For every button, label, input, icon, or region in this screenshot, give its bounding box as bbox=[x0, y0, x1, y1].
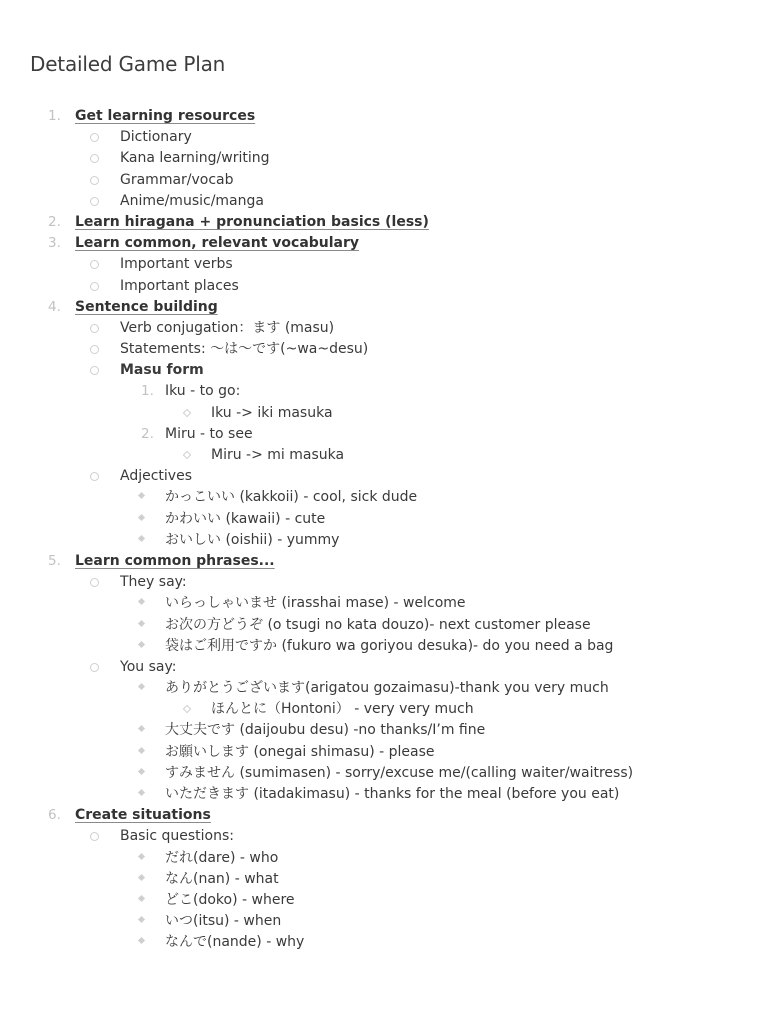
sub-sub-bullet-item bbox=[0, 445, 768, 466]
bullet-item bbox=[0, 826, 768, 847]
item-text: Dictionary bbox=[120, 129, 192, 146]
bullet-item bbox=[0, 170, 768, 191]
item-text: Grammar/vocab bbox=[120, 171, 234, 188]
item-text: いただきます (itadakimasu) - thanks for the meal (before you eat) bbox=[165, 786, 620, 802]
hollow-diamond-bullet-icon bbox=[183, 451, 191, 459]
diamond-bullet-icon bbox=[138, 916, 145, 923]
bullet-item bbox=[0, 191, 768, 212]
item-text: おいしい (oishii) - yummy bbox=[165, 531, 340, 548]
item-text: Masu form bbox=[120, 362, 204, 379]
item-text: お願いします (onegai shimasu) - please bbox=[165, 743, 435, 760]
number-marker: 6. bbox=[48, 807, 61, 824]
item-text: ありがとうございます(arigatou gozaimasu)-thank you very much bbox=[165, 680, 609, 697]
item-text: You say: bbox=[120, 658, 177, 675]
item-text: Basic questions: bbox=[120, 828, 235, 845]
number-marker: 2. bbox=[141, 425, 154, 442]
diamond-bullet-icon bbox=[138, 725, 145, 732]
diamond-bullet-icon bbox=[138, 619, 145, 626]
sub-bullet-item bbox=[0, 487, 768, 508]
number-marker: 1. bbox=[48, 108, 61, 124]
numbered-item bbox=[0, 297, 768, 318]
sub-bullet-item bbox=[0, 615, 768, 636]
circle-bullet-icon bbox=[90, 832, 99, 841]
numbered-item bbox=[0, 106, 768, 127]
circle-bullet-icon bbox=[90, 282, 99, 291]
circle-bullet-icon bbox=[90, 345, 99, 354]
item-text: だれ(dare) - who bbox=[165, 849, 279, 866]
sub-bullet-item bbox=[0, 742, 768, 763]
diamond-bullet-icon bbox=[138, 535, 145, 542]
sub-sub-bullet-item bbox=[0, 403, 768, 424]
item-text: Iku -> iki masuka bbox=[211, 404, 333, 421]
circle-bullet-icon bbox=[90, 663, 99, 672]
bullet-item bbox=[0, 466, 768, 487]
item-text: Learn common phrases... bbox=[75, 552, 275, 569]
diamond-bullet-icon bbox=[138, 853, 145, 860]
item-text: どこ(doko) - where bbox=[165, 891, 295, 908]
sub-bullet-item bbox=[0, 932, 768, 953]
sub-bullet-item bbox=[0, 509, 768, 530]
sub-bullet-item bbox=[0, 763, 768, 784]
document-outline bbox=[0, 106, 768, 954]
item-text: Anime/music/manga bbox=[120, 192, 264, 209]
circle-bullet-icon bbox=[90, 197, 99, 206]
item-text: Get learning resources bbox=[75, 108, 256, 124]
bullet-item bbox=[0, 276, 768, 297]
diamond-bullet-icon bbox=[138, 768, 145, 775]
sub-numbered-item bbox=[0, 381, 768, 402]
item-text: Learn common, relevant vocabulary bbox=[75, 235, 360, 252]
hollow-diamond-bullet-icon bbox=[183, 408, 191, 416]
bullet-item bbox=[0, 339, 768, 360]
numbered-item bbox=[0, 212, 768, 233]
item-text: 袋はご利用ですか (fukuro wa goriyou desuka)- do you need a bag bbox=[165, 637, 614, 654]
bullet-item bbox=[0, 360, 768, 381]
circle-bullet-icon bbox=[90, 578, 99, 587]
bullet-item bbox=[0, 657, 768, 678]
circle-bullet-icon bbox=[90, 324, 99, 333]
circle-bullet-icon bbox=[90, 260, 99, 269]
sub-bullet-item bbox=[0, 890, 768, 911]
bullet-item bbox=[0, 254, 768, 275]
diamond-bullet-icon bbox=[138, 937, 145, 944]
item-text: なんで(nande) - why bbox=[165, 934, 305, 951]
sub-bullet-item bbox=[0, 593, 768, 614]
hollow-diamond-bullet-icon bbox=[183, 705, 191, 713]
item-text: Adjectives bbox=[120, 468, 192, 485]
item-text: Miru - to see bbox=[165, 425, 253, 442]
diamond-bullet-icon bbox=[138, 747, 145, 754]
item-text: Learn hiragana + pronunciation basics (less) bbox=[75, 213, 429, 230]
diamond-bullet-icon bbox=[138, 514, 145, 521]
item-text: They say: bbox=[120, 574, 187, 591]
item-text: お次の方どうぞ (o tsugi no kata douzo)- next customer please bbox=[165, 616, 591, 633]
item-text: 大丈夫です (daijoubu desu) -no thanks/I’m fine bbox=[165, 722, 486, 739]
bullet-item bbox=[0, 127, 768, 148]
item-text: Kana learning/writing bbox=[120, 150, 270, 167]
diamond-bullet-icon bbox=[138, 895, 145, 902]
item-text: かっこいい (kakkoii) - cool, sick dude bbox=[165, 489, 418, 506]
number-marker: 5. bbox=[48, 552, 61, 569]
bullet-item bbox=[0, 572, 768, 593]
item-text: Iku - to go: bbox=[165, 383, 241, 400]
number-marker: 2. bbox=[48, 213, 61, 230]
diamond-bullet-icon bbox=[138, 641, 145, 648]
numbered-item bbox=[0, 233, 768, 254]
sub-bullet-item bbox=[0, 530, 768, 551]
item-text: Verb conjugation：ます (masu) bbox=[120, 319, 335, 336]
sub-bullet-item bbox=[0, 848, 768, 869]
number-marker: 1. bbox=[141, 383, 154, 400]
sub-numbered-item bbox=[0, 424, 768, 445]
item-text: ほんとに（Hontoni） - very very much bbox=[211, 701, 474, 718]
sub-bullet-item bbox=[0, 678, 768, 699]
sub-sub-bullet-item bbox=[0, 699, 768, 720]
circle-bullet-icon bbox=[90, 366, 99, 375]
circle-bullet-icon bbox=[90, 472, 99, 481]
diamond-bullet-icon bbox=[138, 492, 145, 499]
item-text: Important places bbox=[120, 277, 239, 294]
number-marker: 4. bbox=[48, 298, 61, 315]
sub-bullet-item bbox=[0, 784, 768, 805]
diamond-bullet-icon bbox=[138, 874, 145, 881]
diamond-bullet-icon bbox=[138, 683, 145, 690]
numbered-item bbox=[0, 551, 768, 572]
diamond-bullet-icon bbox=[138, 598, 145, 605]
item-text: Important verbs bbox=[120, 256, 233, 273]
item-text: Sentence building bbox=[75, 298, 218, 315]
circle-bullet-icon bbox=[90, 133, 99, 142]
number-marker: 3. bbox=[48, 235, 61, 252]
diamond-bullet-icon bbox=[138, 789, 145, 796]
circle-bullet-icon bbox=[90, 176, 99, 185]
item-text: なん(nan) - what bbox=[165, 870, 279, 887]
bullet-item bbox=[0, 148, 768, 169]
page-title: Detailed Game Plan bbox=[30, 52, 226, 76]
item-text: Miru -> mi masuka bbox=[211, 447, 345, 463]
item-text: いつ(itsu) - when bbox=[165, 913, 282, 930]
sub-bullet-item bbox=[0, 636, 768, 657]
sub-bullet-item bbox=[0, 869, 768, 890]
item-text: いらっしゃいませ (irasshai mase) - welcome bbox=[165, 595, 466, 612]
item-text: Create situations bbox=[75, 807, 211, 824]
sub-bullet-item bbox=[0, 720, 768, 741]
sub-bullet-item bbox=[0, 911, 768, 932]
item-text: Statements: 〜は〜です(~wa~desu) bbox=[120, 341, 369, 358]
item-text: かわいい (kawaii) - cute bbox=[165, 510, 326, 527]
bullet-item bbox=[0, 318, 768, 339]
numbered-item bbox=[0, 805, 768, 826]
item-text: すみません (sumimasen) - sorry/excuse me/(calling waiter/waitress) bbox=[165, 764, 634, 781]
circle-bullet-icon bbox=[90, 154, 99, 163]
